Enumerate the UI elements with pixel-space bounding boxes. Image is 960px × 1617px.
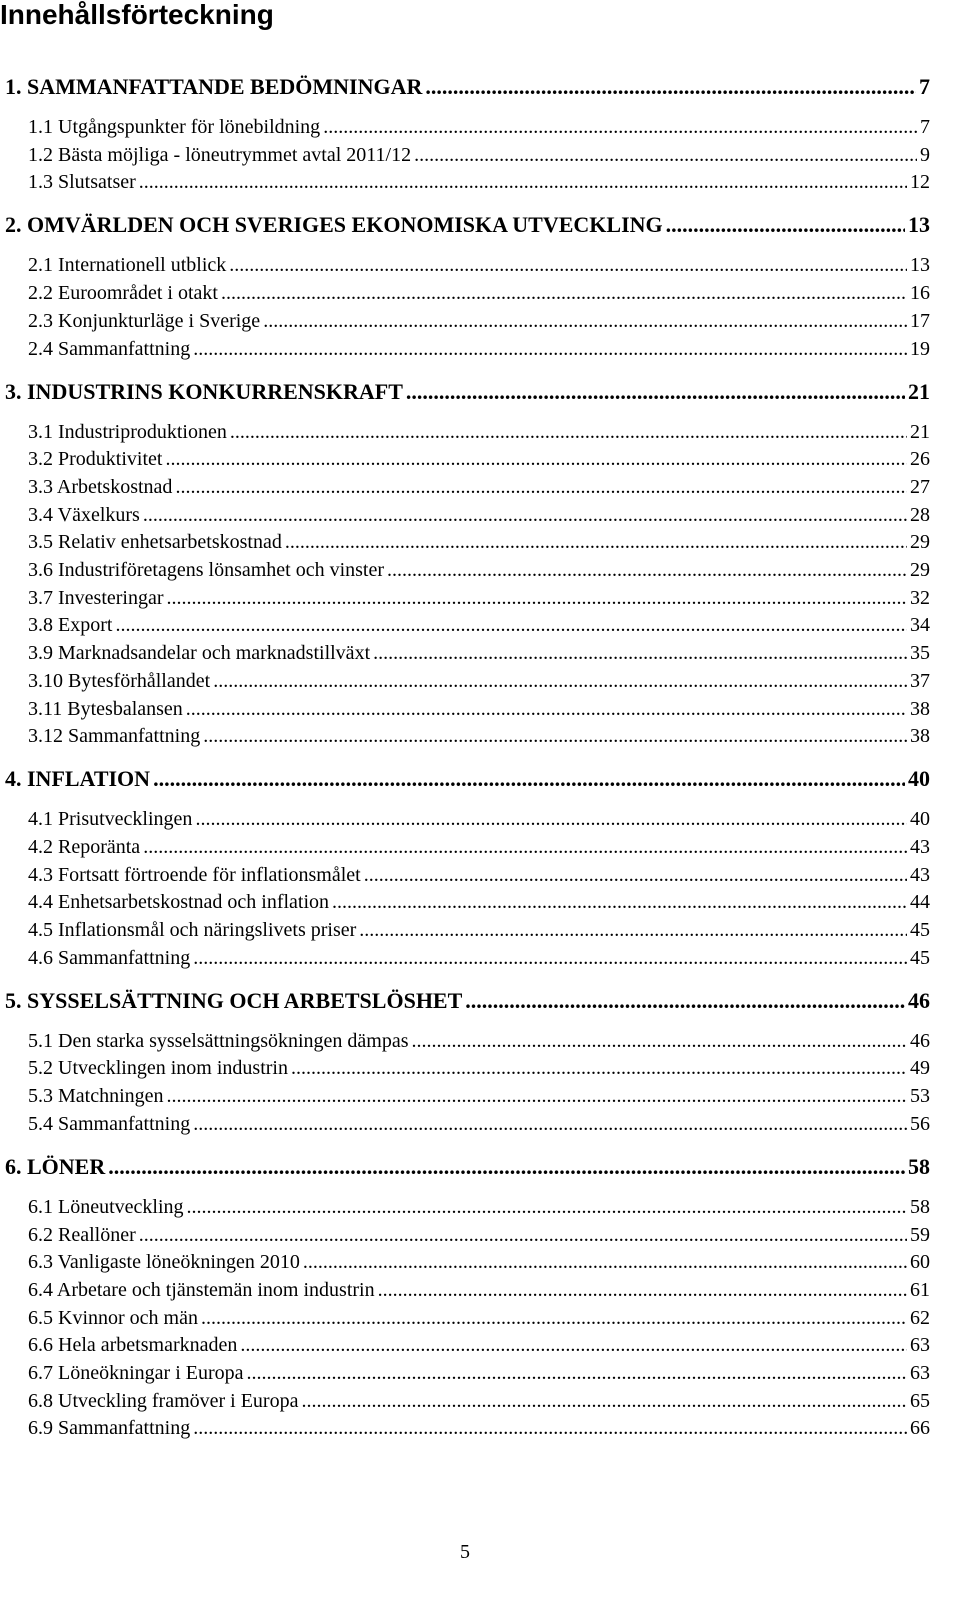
- toc-dot-leader: [378, 1276, 907, 1304]
- toc-section-entry[interactable]: [28, 584, 930, 612]
- toc-section-entry[interactable]: [28, 445, 930, 473]
- toc-entry-page: 29: [910, 531, 930, 554]
- toc-entry-label: 1. SAMMANFATTANDE BEDÖMNINGAR: [5, 74, 423, 99]
- toc-section-entry[interactable]: [28, 1221, 930, 1249]
- toc-entry-page: 62: [910, 1306, 930, 1329]
- toc-entry-page: 45: [910, 919, 930, 941]
- toc-section-entry[interactable]: [28, 805, 930, 833]
- toc-entry-page: 58: [908, 1153, 930, 1179]
- toc-entry-label: 4.5 Inflationsmål och näringslivets priser: [28, 919, 357, 941]
- toc-entry-page: 61: [910, 1278, 930, 1301]
- toc-chapter-entry[interactable]: [5, 209, 930, 241]
- toc-section-entry[interactable]: [28, 667, 930, 695]
- toc-dot-leader: [115, 611, 907, 639]
- toc-entry-page: 59: [910, 1223, 930, 1246]
- toc-entry-label: 3.12 Sammanfattning: [28, 725, 201, 748]
- toc-entry-label: 3.2 Produktivitet: [28, 448, 163, 471]
- toc-entry-page: 37: [910, 669, 930, 692]
- toc-entry-label: 3.4 Växelkurs: [28, 503, 140, 526]
- toc-section-entry[interactable]: [28, 695, 930, 723]
- toc-dot-leader: [414, 141, 917, 169]
- toc-entry-label: 3.11 Bytesbalansen: [28, 697, 183, 720]
- toc-dot-leader: [195, 805, 907, 833]
- toc-dot-leader: [203, 722, 907, 750]
- toc-section-entry[interactable]: [28, 861, 930, 889]
- toc-chapter-entry[interactable]: [5, 71, 930, 103]
- toc-chapter-entry[interactable]: [5, 985, 930, 1017]
- toc-section-entry[interactable]: [28, 1387, 930, 1415]
- toc-section-entry[interactable]: [28, 1276, 930, 1304]
- toc-entry-label: 5.1 Den starka sysselsättningsökningen dämpas: [28, 1029, 409, 1052]
- toc-entry-label: 4. INFLATION: [5, 766, 151, 792]
- toc-section-entry[interactable]: [28, 556, 930, 584]
- toc-dot-leader: [323, 113, 917, 141]
- toc-dot-leader: [465, 985, 905, 1017]
- toc-entry-page: 46: [910, 1029, 930, 1052]
- toc-entry-label: 6.1 Löneutveckling: [28, 1195, 184, 1218]
- toc-entry-label: 3.1 Industriproduktionen: [28, 420, 227, 443]
- toc-entry-page: 13: [908, 212, 930, 238]
- toc-section-entry[interactable]: [28, 335, 930, 363]
- toc-dot-leader: [221, 279, 907, 307]
- toc-entry-label: 6.7 Löneökningar i Europa: [28, 1362, 244, 1384]
- toc-dot-leader: [193, 944, 907, 972]
- toc-dot-leader: [263, 307, 907, 335]
- toc-section-entry[interactable]: [28, 888, 930, 916]
- toc-entry-page: 40: [910, 808, 930, 831]
- toc-entry-label: 6.8 Utveckling framöver i Europa: [28, 1389, 299, 1412]
- toc-dot-leader: [167, 584, 907, 612]
- toc-dot-leader: [201, 1304, 907, 1332]
- toc-entry-label: 2.1 Internationell utblick: [28, 254, 227, 277]
- toc-section-entry[interactable]: [28, 1110, 930, 1138]
- toc-entry-label: 4.3 Fortsatt förtroende för inflationsmålet: [28, 863, 361, 886]
- toc-entry-label: 6.5 Kvinnor och män: [28, 1306, 198, 1329]
- toc-entry-label: 2. OMVÄRLDEN OCH SVERIGES EKONOMISKA UTVECKLING: [5, 212, 663, 238]
- toc-entry-page: 26: [910, 448, 930, 471]
- toc-section-entry[interactable]: [28, 944, 930, 972]
- toc-entry-page: 13: [910, 254, 930, 277]
- toc-dot-leader: [303, 1248, 907, 1276]
- toc-chapter-entry[interactable]: [5, 376, 930, 408]
- toc-entry-label: 6.3 Vanligaste löneökningen 2010: [28, 1251, 300, 1274]
- toc-dot-leader: [143, 833, 907, 861]
- toc-title: Innehållsförteckning: [0, 0, 274, 30]
- toc-dot-leader: [108, 1151, 905, 1183]
- toc-entry-page: 63: [910, 1334, 930, 1357]
- toc-entry-page: 32: [910, 586, 930, 609]
- toc-entry-page: 49: [910, 1057, 930, 1080]
- toc-entry-label: 1.1 Utgångspunkter för lönebildning: [28, 116, 321, 138]
- toc-entry-label: 5.2 Utvecklingen inom industrin: [28, 1057, 288, 1080]
- toc-section-entry[interactable]: [28, 639, 930, 667]
- toc-entry-label: 1.3 Slutsatser: [28, 171, 136, 194]
- toc-entry-label: 3.7 Investeringar: [28, 586, 164, 609]
- toc-dot-leader: [373, 639, 907, 667]
- toc-entry-page: 12: [910, 171, 930, 194]
- toc-entry-page: 21: [910, 420, 930, 443]
- toc-dot-leader: [666, 209, 905, 241]
- toc-entry-page: 7: [919, 74, 930, 99]
- toc-entry-page: 43: [910, 863, 930, 886]
- toc-section-entry[interactable]: [28, 611, 930, 639]
- toc-dot-leader: [186, 695, 907, 723]
- toc-entry-label: 6.4 Arbetare och tjänstemän inom industrin: [28, 1278, 375, 1301]
- toc-entry-label: 1.2 Bästa möjliga - löneutrymmet avtal 2011/12: [28, 143, 412, 166]
- toc-section-entry[interactable]: [28, 501, 930, 529]
- toc-dot-leader: [364, 861, 907, 889]
- toc-entry-label: 3.8 Export: [28, 614, 113, 637]
- toc-dot-leader: [193, 1110, 907, 1138]
- toc-entry-page: 46: [908, 987, 930, 1013]
- toc-section-entry[interactable]: [28, 1082, 930, 1110]
- toc-section-entry[interactable]: [28, 916, 930, 944]
- toc-entry-page: 56: [910, 1112, 930, 1135]
- toc-dot-leader: [291, 1054, 907, 1082]
- toc-entry-label: 6. LÖNER: [5, 1153, 106, 1179]
- toc-entry-page: 40: [908, 766, 930, 792]
- toc-dot-leader: [153, 763, 905, 795]
- toc-dot-leader: [332, 888, 907, 916]
- toc-dot-leader: [139, 168, 907, 196]
- toc-section-entry[interactable]: [28, 1054, 930, 1082]
- toc-entry-page: 44: [910, 891, 930, 914]
- toc-section-entry[interactable]: [28, 279, 930, 307]
- toc-dot-leader: [167, 1082, 907, 1110]
- toc-dot-leader: [425, 71, 916, 103]
- toc-dot-leader: [139, 1221, 907, 1249]
- toc-entry-page: 17: [910, 309, 930, 332]
- toc-dot-leader: [301, 1387, 907, 1415]
- toc-entry-page: 60: [910, 1251, 930, 1274]
- toc-dot-leader: [175, 473, 907, 501]
- toc-section-entry[interactable]: [28, 833, 930, 861]
- toc-section-entry[interactable]: [28, 1027, 930, 1055]
- toc-dot-leader: [143, 501, 907, 529]
- toc-entry-page: 53: [910, 1085, 930, 1108]
- toc-dot-leader: [165, 445, 907, 473]
- toc-dot-leader: [230, 418, 907, 446]
- toc-dot-leader: [247, 1359, 908, 1387]
- toc-entry-page: 43: [910, 835, 930, 858]
- toc-dot-leader: [229, 251, 907, 279]
- toc-entry-page: 45: [910, 946, 930, 969]
- toc-entry-label: 4.2 Reporänta: [28, 835, 141, 858]
- toc-section-entry[interactable]: [28, 1304, 930, 1332]
- toc-entry-label: 4.4 Enhetsarbetskostnad och inflation: [28, 891, 330, 914]
- toc-entry-page: 27: [910, 475, 930, 498]
- toc-entry-page: 34: [910, 614, 930, 637]
- toc-dot-leader: [285, 528, 907, 556]
- toc-entry-label: 5.3 Matchningen: [28, 1085, 164, 1108]
- toc-entry-page: 38: [910, 725, 930, 748]
- toc-entry-page: 58: [910, 1195, 930, 1218]
- toc-section-entry[interactable]: [28, 251, 930, 279]
- toc-entry-label: 5. SYSSELSÄTTNING OCH ARBETSLÖSHET: [5, 987, 463, 1013]
- toc-entry-label: 3.3 Arbetskostnad: [28, 475, 173, 498]
- toc-entry-label: 6.6 Hela arbetsmarknaden: [28, 1334, 238, 1357]
- toc-entry-page: 63: [910, 1362, 930, 1384]
- toc-entry-label: 4.1 Prisutvecklingen: [28, 808, 193, 831]
- toc-section-entry[interactable]: [28, 307, 930, 335]
- toc-dot-leader: [240, 1331, 907, 1359]
- toc-section-entry[interactable]: [28, 1331, 930, 1359]
- toc-entry-page: 16: [910, 282, 930, 305]
- toc-chapter-entry[interactable]: [5, 1151, 930, 1183]
- toc-entry-label: 2.4 Sammanfattning: [28, 337, 191, 360]
- toc-entry-page: 19: [910, 337, 930, 360]
- toc-entry-label: 5.4 Sammanfattning: [28, 1112, 191, 1135]
- toc-entry-page: 9: [920, 143, 930, 166]
- toc-entry-label: 3.6 Industriföretagens lönsamhet och vinster: [28, 559, 385, 581]
- toc-entry-label: 3.10 Bytesförhållandet: [28, 669, 211, 692]
- toc-entry-page: 28: [910, 503, 930, 526]
- toc-entry-label: 3. INDUSTRINS KONKURRENSKRAFT: [5, 378, 403, 404]
- toc-entry-page: 21: [908, 378, 930, 404]
- toc-dot-leader: [359, 916, 907, 944]
- toc-section-entry[interactable]: [28, 473, 930, 501]
- toc-dot-leader: [187, 1193, 907, 1221]
- toc-section-entry[interactable]: [28, 418, 930, 446]
- toc-dot-leader: [387, 556, 907, 584]
- toc-section-entry[interactable]: [28, 168, 930, 196]
- toc-section-entry[interactable]: [28, 722, 930, 750]
- toc-entry-page: 7: [920, 116, 930, 138]
- toc-dot-leader: [213, 667, 907, 695]
- toc-section-entry[interactable]: [28, 141, 930, 169]
- toc-section-entry[interactable]: [28, 528, 930, 556]
- toc-entry-label: 6.9 Sammanfattning: [28, 1417, 191, 1440]
- toc-entry-page: 66: [910, 1417, 930, 1440]
- toc-dot-leader: [406, 376, 905, 408]
- toc-entry-label: 4.6 Sammanfattning: [28, 946, 191, 969]
- toc-entry-page: 65: [910, 1389, 930, 1412]
- toc-section-entry[interactable]: [28, 1359, 930, 1387]
- toc-dot-leader: [412, 1027, 908, 1055]
- toc-entry-page: 35: [910, 642, 930, 665]
- toc-entry-label: 3.9 Marknadsandelar och marknadstillväxt: [28, 642, 371, 665]
- toc-dot-leader: [193, 1414, 907, 1442]
- toc-entry-label: 2.3 Konjunkturläge i Sverige: [28, 309, 261, 332]
- toc-entry-label: 2.2 Euroområdet i otakt: [28, 282, 218, 305]
- toc-entry-page: 38: [910, 697, 930, 720]
- toc-section-entry[interactable]: [28, 1414, 930, 1442]
- page-number: 5: [460, 1541, 470, 1563]
- toc-section-entry[interactable]: [28, 1248, 930, 1276]
- toc-entry-label: 6.2 Reallöner: [28, 1223, 136, 1246]
- toc-entry-label: 3.5 Relativ enhetsarbetskostnad: [28, 531, 282, 554]
- toc-dot-leader: [193, 335, 907, 363]
- toc-chapter-entry[interactable]: [5, 763, 930, 795]
- toc-section-entry[interactable]: [28, 113, 930, 141]
- toc-section-entry[interactable]: [28, 1193, 930, 1221]
- toc-entry-page: 29: [910, 559, 930, 581]
